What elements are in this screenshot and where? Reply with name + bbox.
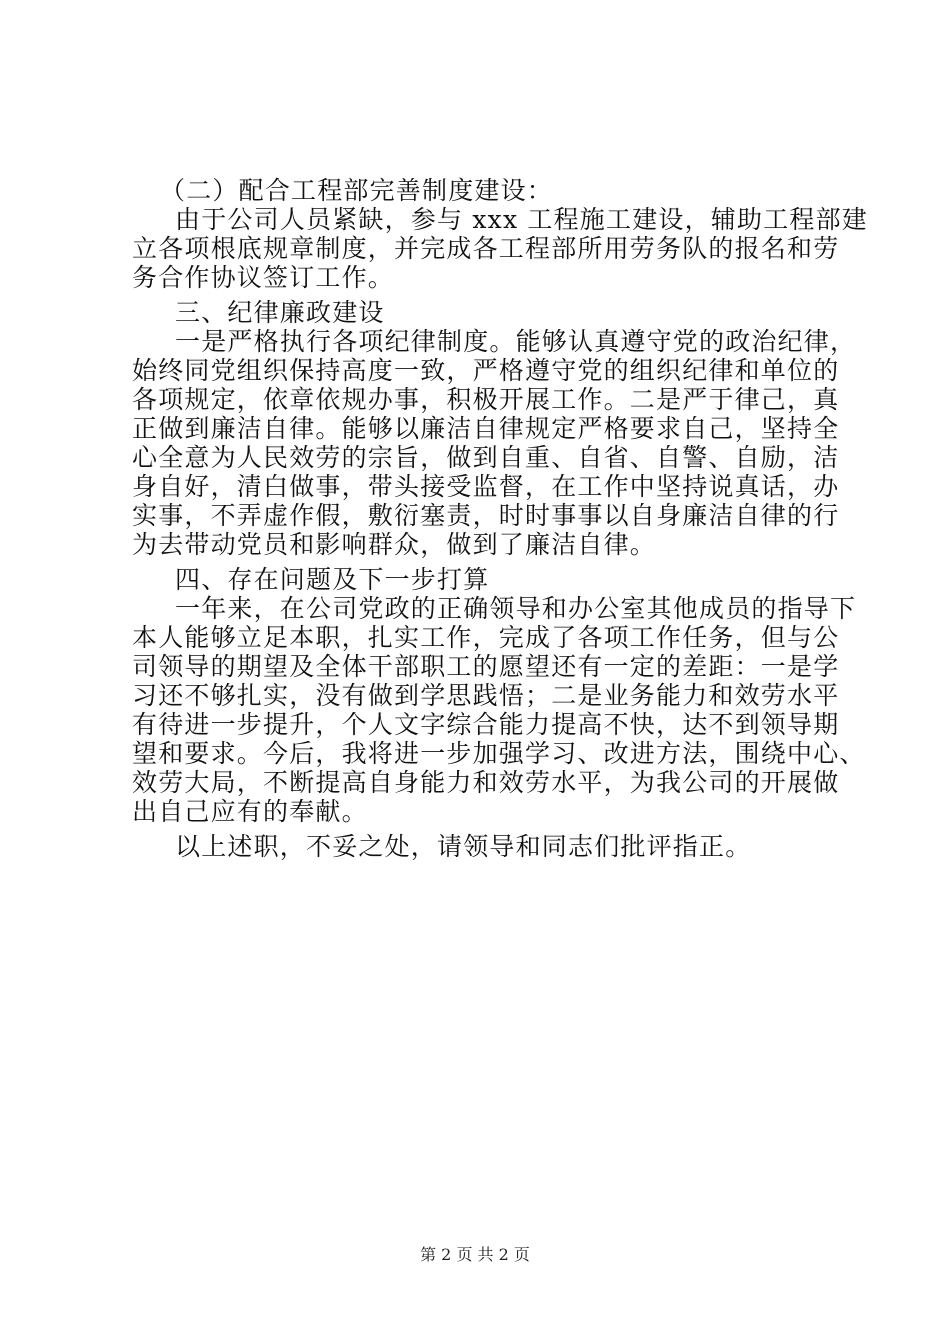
paragraph-line: 望和要求。今后，我将进一步加强学习、改进方法，围绕中心、 <box>132 739 866 768</box>
paragraph-line: 正做到廉洁自律。能够以廉洁自律规定严格要求自己，坚持全 <box>132 414 840 443</box>
paragraph-line: 本人能够立足本职，扎实工作，完成了各项工作任务，但与公 <box>132 623 840 652</box>
paragraph-line: 有待进一步提升，个人文字综合能力提高不快，达不到领导期 <box>132 710 840 739</box>
paragraph-line: 一是严格执行各项纪律制度。能够认真遵守党的政治纪律， <box>175 327 857 356</box>
paragraph-line: 出自己应有的奉献。 <box>132 797 368 826</box>
section-heading-2: （二）配合工程部完善制度建设： <box>160 176 554 205</box>
closing-line: 以上述职，不妥之处，请领导和同志们批评指正。 <box>175 832 752 861</box>
paragraph-line: 效劳大局，不断提高自身能力和效劳水平，为我公司的开展做 <box>132 768 840 797</box>
section-heading-3: 三、纪律廉政建设 <box>175 298 385 327</box>
paragraph-line: 为去带动党员和影响群众，做到了廉洁自律。 <box>132 530 657 559</box>
section-heading-4: 四、存在问题及下一步打算 <box>175 565 490 594</box>
paragraph-line: 一年来，在公司党政的正确领导和办公室其他成员的指导下 <box>175 594 857 623</box>
paragraph-line: 立各项根底规章制度，并完成各工程部所用劳务队的报名和劳 <box>132 234 840 263</box>
paragraph-line: 司领导的期望及全体干部职工的愿望还有一定的差距：一是学 <box>132 652 840 681</box>
paragraph-line: 由于公司人员紧缺，参与 xxx 工程施工建设，辅助工程部建 <box>175 205 868 234</box>
paragraph-line: 习还不够扎实，没有做到学思践悟；二是业务能力和效劳水平 <box>132 681 840 710</box>
paragraph-line: 实事，不弄虚作假，敷衍塞责，时时事事以自身廉洁自律的行 <box>132 501 840 530</box>
paragraph-line: 心全意为人民效劳的宗旨，做到自重、自省、自警、自励，洁 <box>132 443 840 472</box>
paragraph-line: 各项规定，依章依规办事，积极开展工作。二是严于律己，真 <box>132 385 840 414</box>
paragraph-line: 务合作协议签订工作。 <box>132 263 395 292</box>
page-footer: 第 2 页 共 2 页 <box>420 1245 530 1264</box>
paragraph-line: 始终同党组织保持高度一致，严格遵守党的组织纪律和单位的 <box>132 356 840 385</box>
paragraph-line: 身自好，清白做事，带头接受监督，在工作中坚持说真话，办 <box>132 472 840 501</box>
